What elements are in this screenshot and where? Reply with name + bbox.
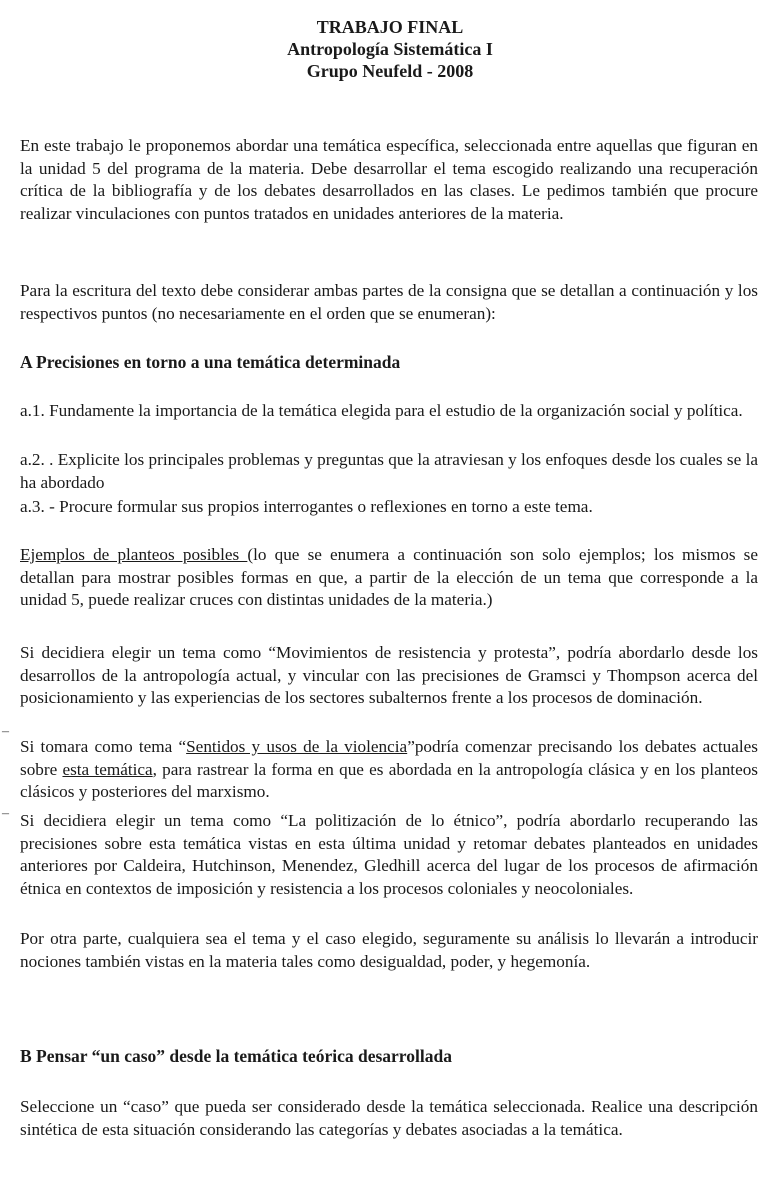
document-title: TRABAJO FINAL — [316, 17, 464, 37]
section-b-text: Seleccione un “caso” que pueda ser considerado desde la temática seleccionada. Realice una descripción sintética de esta situación considerando las categorías y debates asociadas a la temática. — [20, 1097, 758, 1139]
example-2-text-a: Si tomara como tema “ — [20, 737, 187, 756]
examples-heading: Ejemplos de planteos posibles — [20, 545, 248, 564]
example-2-underlined-phrase: esta temática — [62, 759, 153, 779]
section-a-item-1: a.1. Fundamente la importancia de la temática elegida para el estudio de la organización social y política. — [20, 401, 743, 420]
margin-mark: – — [2, 724, 9, 739]
example-paragraph-1: Si decidiera elegir un tema como “Movimientos de resistencia y protesta”, podría abordarlo desde los desarrollos de la antropología actual, y vincular con las precisiones de Gramsci y Thompson acerca del posicionamiento y las experiencias de los sectores subalternos frente a los procesos de dominación. — [20, 643, 758, 707]
example-paragraph-2 — [20, 736, 758, 804]
example-2-text-c: ”podría comenzar precisando los debates actuales sobre — [20, 737, 758, 779]
section-a-title: A Precisiones en torno a una temática determinada — [20, 352, 401, 372]
intro-paragraph: En este trabajo le proponemos abordar una temática específica, seleccionada entre aquellas que figuran en la unidad 5 del programa de la materia. Debe desarrollar el tema escogido realizando una recuperación crítica de la bibliografía y de los debates desarrollados en las clases. Le pedimos también que procure realizar vinculaciones con puntos tratados en unidades anteriores de la materia. — [20, 136, 758, 223]
section-a-item-3: a.3. - Procure formular sus propios interrogantes o reflexiones en torno a este tema. — [20, 497, 593, 516]
group-name: Grupo Neufeld - 2008 — [306, 61, 474, 81]
section-a-item-2: a.2. . Explicite los principales problemas y preguntas que la atraviesan y los enfoques desde los cuales se la ha abordado — [20, 450, 758, 492]
examples-intro — [20, 544, 758, 612]
margin-mark: – — [2, 806, 9, 821]
example-2-text-e: , para rastrear la forma en que es abordada en la antropología clásica y en los planteos clásicos y posteriores del marxismo. — [20, 759, 758, 801]
examples-intro-text: (lo que se enumera a continuación son solo ejemplos; los mismos se detallan para mostrar posibles formas en que, a partir de la elección de un tema que corresponde a la unidad 5, puede realizar cruces con distintas unidades de la materia.) — [20, 545, 758, 609]
example-paragraph-3: Si decidiera elegir un tema como “La politización de lo étnico”, podría abordarlo recuperando las precisiones sobre esta temática vistas en esta última unidad y retomar debates planteados en unidades anteriores por Caldeira, Hutchinson, Menendez, Gledhill acerca del lugar de los procesos de afirmación étnica en contextos de imposición y resistencia a los procesos coloniales y neocoloniales. — [20, 811, 758, 898]
example-paragraph-4: Por otra parte, cualquiera sea el tema y el caso elegido, seguramente su análisis lo llevarán a introducir nociones también vistas en la materia tales como desigualdad, poder, y hegemonía. — [20, 929, 758, 971]
section-b-title: B Pensar “un caso” desde la temática teórica desarrollada — [20, 1046, 452, 1066]
instructions-paragraph: Para la escritura del texto debe considerar ambas partes de la consigna que se detallan a continuación y los respectivos puntos (no necesariamente en el orden que se enumeran): — [20, 281, 758, 323]
document-header — [0, 16, 780, 82]
course-name: Antropología Sistemática I — [287, 39, 493, 59]
example-2-underlined-topic: Sentidos y usos de la violencia — [186, 737, 408, 756]
